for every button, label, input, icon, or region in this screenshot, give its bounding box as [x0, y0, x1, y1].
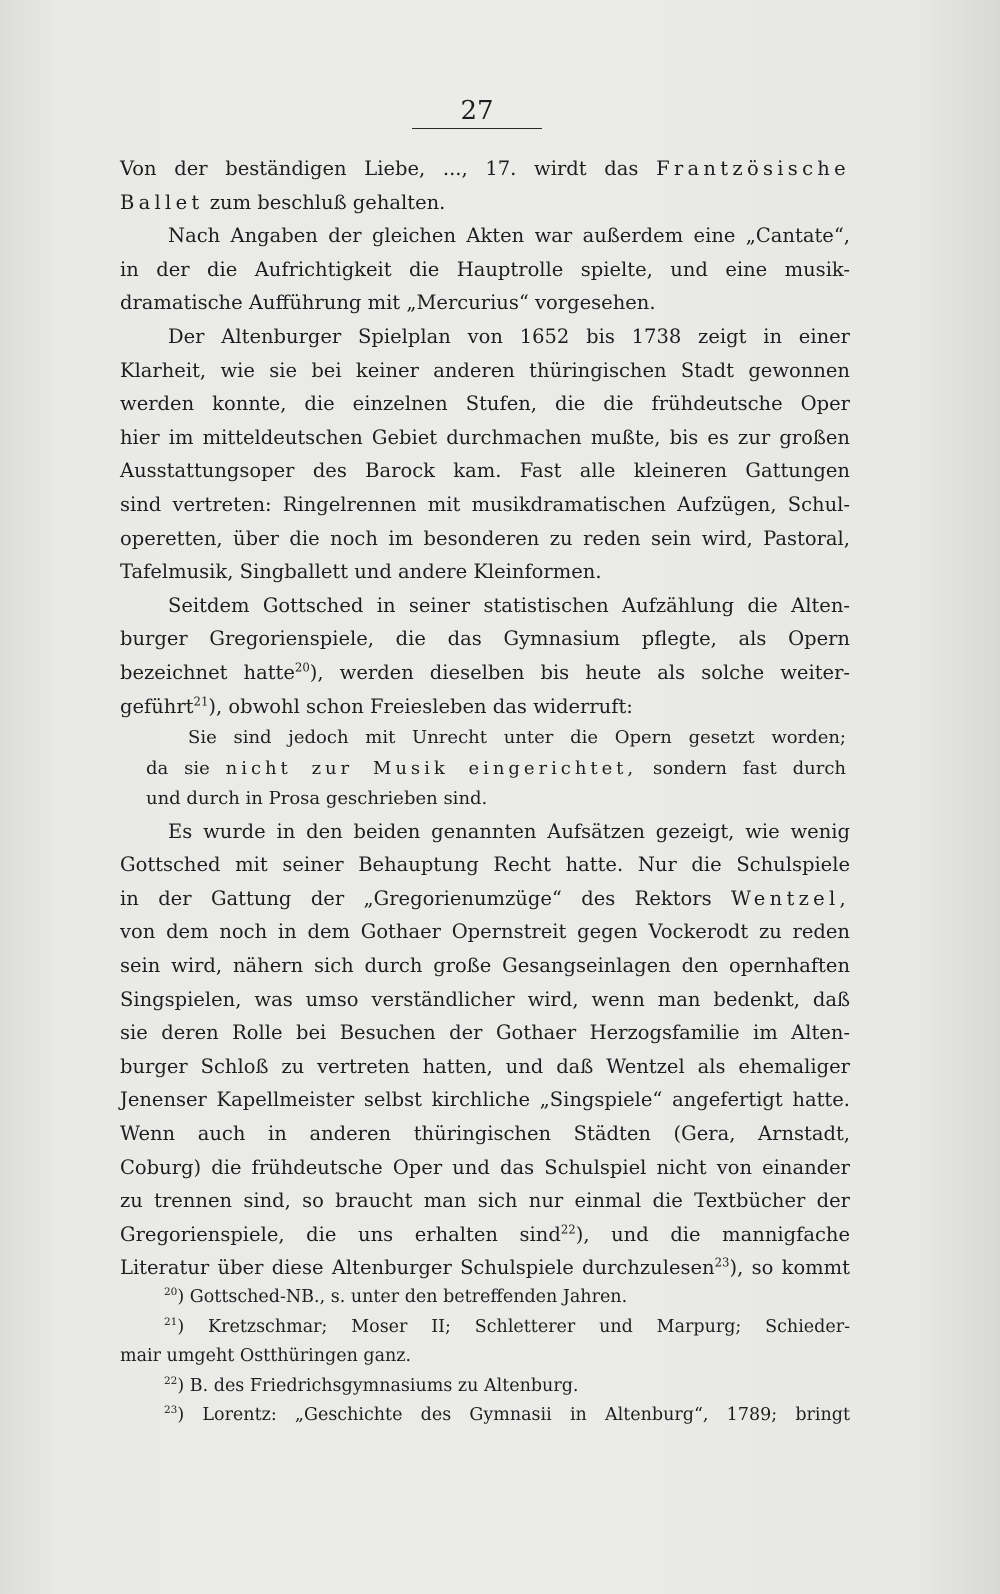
text-line: Gregorienspiele, die uns erhalten sind$^{22}$), und die mannigfache [120, 1222, 850, 1246]
text-line: operetten, über die noch im besonderen zu reden sein wird, Pastoral, [120, 526, 850, 550]
main-text [120, 152, 850, 1285]
quote-line: da sie nicht zur Musik eingerichtet, sondern fast durch [146, 757, 847, 779]
footnote-ref: 23 [714, 1255, 730, 1270]
text-line: Seitdem Gottsched in seiner statistischen Aufzählung die Alten- [168, 593, 850, 617]
text-line: in der die Aufrichtigkeit die Hauptrolle spielte, und eine musik- [120, 257, 850, 281]
footnote-ref: 22 [560, 1222, 576, 1237]
footnote: $^{21}$) Kretzschmar; Moser II; Schletterer und Marpurg; Schieder- [164, 1315, 850, 1337]
footnote-number: 22 [164, 1374, 178, 1387]
text-line: geführt$^{21}$), obwohl schon Freiesleben das widerruft: [120, 694, 633, 718]
text-line: sind vertreten: Ringelrennen mit musikdramatischen Aufzügen, Schul- [120, 492, 850, 516]
text-line: Von der beständigen Liebe, ..., 17. wirdt das Frantzösische [120, 157, 850, 180]
footnotes [120, 1283, 850, 1431]
text-line: Jenenser Kapellmeister selbst kirchliche „Singspiele“ angefertigt hatte. [120, 1088, 850, 1112]
text-line: burger Schloß zu vertreten hatten, und daß Wentzel als ehemaliger [120, 1054, 850, 1078]
text-line: bezeichnet hatte$^{20}$), werden dieselben bis heute als solche weiter- [120, 660, 850, 684]
quote-line: und durch in Prosa geschrieben sind. [146, 788, 488, 810]
footnote: $^{23}$) Lorentz: „Geschichte des Gymnasii in Altenburg“, 1789; bringt [164, 1404, 850, 1425]
text-line: Der Altenburger Spielplan von 1652 bis 1738 zeigt in einer [168, 324, 850, 348]
text-line: dramatische Aufführung mit „Mercurius“ vorgesehen. [120, 291, 656, 315]
page-number: 27 [460, 96, 494, 126]
text-line: burger Gregorienspiele, die das Gymnasium pflegte, als Opern [120, 627, 850, 651]
text-line: Nach Angaben der gleichen Akten war außerdem eine „Cantate“, [168, 224, 850, 248]
text-line: Ballet zum beschluß gehalten. [120, 190, 446, 214]
footnote-continuation: mair umgeht Ostthüringen ganz. [120, 1346, 412, 1366]
text-line: in der Gattung der „Gregorienumzüge“ des Rektors Wentzel, [120, 886, 850, 910]
text-line: werden konnte, die einzelnen Stufen, die die frühdeutsche Oper [120, 392, 850, 416]
text-line: sie deren Rolle bei Besuchen der Gothaer Herzogsfamilie im Alten- [120, 1021, 850, 1045]
spaced-words: nicht zur Musik eingerichtet, [225, 757, 638, 779]
text-line: Coburg) die frühdeutsche Oper und das Schulspiel nicht von einander [120, 1155, 850, 1179]
text-line: Es wurde in den beiden genannten Aufsätzen gezeigt, wie wenig [168, 819, 850, 843]
spaced-word: Ballet [120, 190, 204, 214]
text-line: Singspielen, was umso verständlicher wird, wenn man bedenkt, daß [120, 987, 850, 1011]
block-quote [146, 723, 846, 815]
text-line: zu trennen sind, so braucht man sich nur einmal die Textbücher der [120, 1189, 850, 1213]
text-line: sein wird, nähern sich durch große Gesangseinlagen den opernhaften [120, 953, 850, 977]
spaced-word: Wentzel, [731, 886, 850, 910]
text-line: Literatur über diese Altenburger Schulspiele durchzulesen$^{23}$), so kommt [120, 1255, 851, 1280]
footnote-ref: 20 [294, 660, 310, 675]
text-line: Wenn auch in anderen thüringischen Städten (Gera, Arnstadt, [120, 1121, 850, 1145]
footnote-number: 23 [164, 1404, 178, 1417]
footnote-number: 21 [164, 1315, 178, 1328]
footnote-ref: 21 [193, 694, 209, 708]
text-line: hier im mitteldeutschen Gebiet durchmachen mußte, bis es zur großen [120, 425, 850, 449]
footnote-number: 20 [164, 1286, 178, 1299]
quote-line: Sie sind jedoch mit Unrecht unter die Opern gesetzt worden; [188, 727, 846, 749]
text-line: Ausstattungsoper des Barock kam. Fast alle kleineren Gattungen [120, 459, 850, 483]
text-line: Gottsched mit seiner Behauptung Recht hatte. Nur die Schulspiele [120, 853, 850, 877]
text-line: Klarheit, wie sie bei keiner anderen thüringischen Stadt gewonnen [120, 358, 850, 382]
page-number-rule [412, 128, 542, 129]
footnote: $^{22}$) B. des Friedrichsgymnasiums zu Altenburg. [164, 1374, 579, 1396]
spaced-word: Frantzösische [656, 157, 850, 180]
text-line: Tafelmusik, Singballett und andere Kleinformen. [120, 560, 602, 584]
text-line: von dem noch in dem Gothaer Opernstreit gegen Vockerodt zu reden [120, 920, 850, 944]
footnote: $^{20}$) Gottsched-NB., s. unter den betreffenden Jahren. [164, 1286, 628, 1307]
